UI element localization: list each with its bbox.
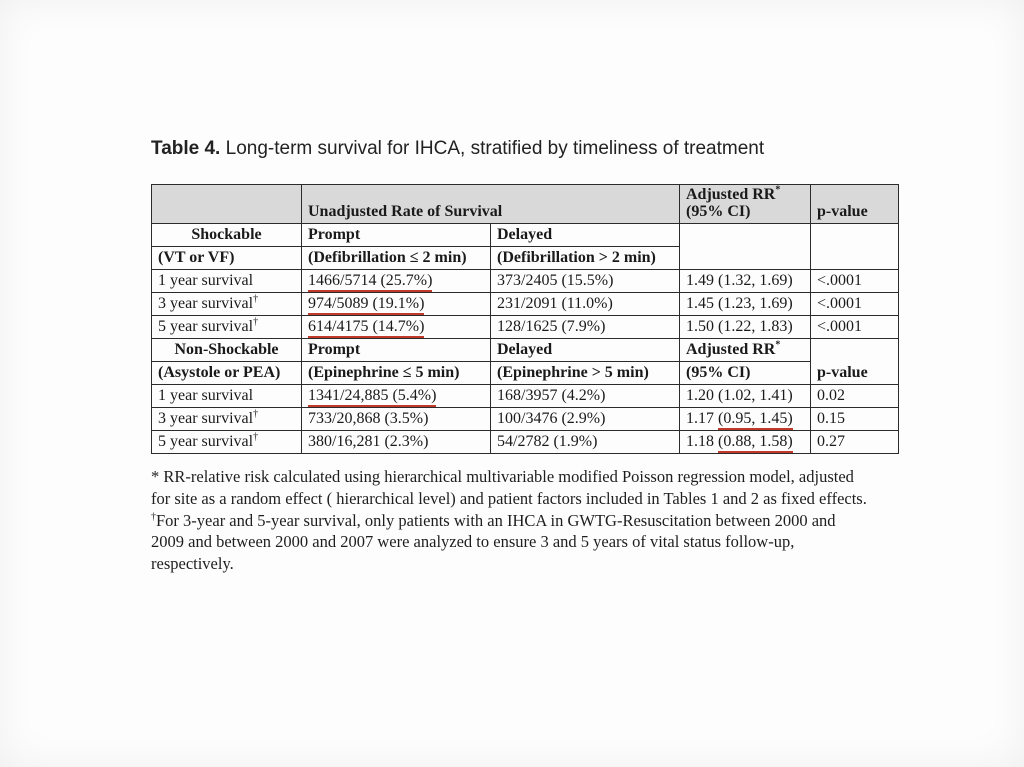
table-row	[152, 384, 899, 407]
table-footnotes	[151, 466, 871, 575]
table-row	[152, 269, 899, 292]
delayed-value: 128/1625 (7.9%)	[491, 315, 680, 338]
nonshockable-header-row-2	[152, 361, 899, 384]
nonshockable-prompt-header: Prompt	[302, 338, 491, 361]
prompt-value	[302, 315, 491, 338]
survival-table	[151, 184, 899, 454]
table-header-row	[152, 185, 899, 224]
rr-value: 1.49 (1.32, 1.69)	[680, 269, 811, 292]
header-pvalue: p-value	[811, 185, 899, 224]
rr-value: 1.20 (1.02, 1.41)	[680, 384, 811, 407]
prompt-value	[302, 384, 491, 407]
caption-text: Long-term survival for IHCA, stratified by timeliness of treatment	[220, 138, 765, 159]
rr-value: 1.18 (0.88, 1.58)	[680, 430, 811, 453]
nonshockable-sublabel: (Asystole or PEA)	[152, 361, 302, 384]
prompt-value: 733/20,868 (3.5%)	[302, 407, 491, 430]
rr-value: 1.17 (0.95, 1.45)	[680, 407, 811, 430]
prompt-value: 380/16,281 (2.3%)	[302, 430, 491, 453]
shockable-label: Shockable	[152, 223, 302, 246]
row-label: 1 year survival	[152, 384, 302, 407]
rr-value: 1.50 (1.22, 1.83)	[680, 315, 811, 338]
prompt-value	[302, 292, 491, 315]
p-value: 0.02	[811, 384, 899, 407]
delayed-value: 231/2091 (11.0%)	[491, 292, 680, 315]
shockable-sublabel: (VT or VF)	[152, 246, 302, 269]
shockable-delayed-header: Delayed	[491, 223, 680, 246]
shockable-rr-empty	[680, 223, 811, 269]
delayed-value: 373/2405 (15.5%)	[491, 269, 680, 292]
row-label: 3 year survival†	[152, 407, 302, 430]
footnote-star: * RR-relative risk calculated using hierarchical multivariable modified Poisson regression model, adjusted for site as a random effect ( hierarchical level) and patient factors included in Tables 1 and 2 as fixed effects.	[151, 467, 867, 508]
shockable-header-row-1	[152, 223, 899, 246]
p-value: 0.27	[811, 430, 899, 453]
nonshockable-adjusted-rr: Adjusted RR*	[680, 338, 811, 361]
row-label: 1 year survival	[152, 269, 302, 292]
header-blank-cell	[152, 185, 302, 224]
highlight-underline: (0.95, 1.45)	[718, 410, 793, 430]
rr-value: 1.45 (1.23, 1.69)	[680, 292, 811, 315]
delayed-value: 168/3957 (4.2%)	[491, 384, 680, 407]
row-label: 5 year survival†	[152, 315, 302, 338]
nonshockable-label: Non-Shockable	[152, 338, 302, 361]
delayed-value: 54/2782 (1.9%)	[491, 430, 680, 453]
table-row	[152, 430, 899, 453]
table-row	[152, 407, 899, 430]
header-adjusted-rr: Adjusted RR* (95% CI)	[680, 185, 811, 224]
shockable-p-empty	[811, 223, 899, 269]
shockable-prompt-header: Prompt	[302, 223, 491, 246]
p-value: <.0001	[811, 292, 899, 315]
nonshockable-prompt-subheader: (Epinephrine ≤ 5 min)	[302, 361, 491, 384]
highlight-underline: 614/4175 (14.7%)	[308, 318, 424, 338]
row-label: 5 year survival†	[152, 430, 302, 453]
table-caption	[151, 138, 764, 160]
nonshockable-delayed-header: Delayed	[491, 338, 680, 361]
highlight-underline: 974/5089 (19.1%)	[308, 295, 424, 315]
nonshockable-delayed-subheader: (Epinephrine > 5 min)	[491, 361, 680, 384]
prompt-value	[302, 269, 491, 292]
highlight-underline: 1341/24,885 (5.4%)	[308, 387, 436, 407]
table-row	[152, 292, 899, 315]
p-value: <.0001	[811, 315, 899, 338]
p-value: 0.15	[811, 407, 899, 430]
nonshockable-ci-header: (95% CI)	[680, 361, 811, 384]
nonshockable-pvalue-header: p-value	[811, 338, 899, 384]
shockable-prompt-subheader: (Defibrillation ≤ 2 min)	[302, 246, 491, 269]
row-label: 3 year survival†	[152, 292, 302, 315]
delayed-value: 100/3476 (2.9%)	[491, 407, 680, 430]
caption-label: Table 4.	[151, 138, 221, 159]
table-row	[152, 315, 899, 338]
nonshockable-header-row-1	[152, 338, 899, 361]
highlight-underline: 1466/5714 (25.7%)	[308, 272, 432, 292]
header-unadjusted: Unadjusted Rate of Survival	[302, 185, 680, 224]
highlight-underline: (0.88, 1.58)	[718, 433, 793, 453]
p-value: <.0001	[811, 269, 899, 292]
footnote-dagger: †For 3-year and 5-year survival, only patients with an IHCA in GWTG-Resuscitation between 2000 and 2009 and between 2000 and 2007 were analyzed to ensure 3 and 5 years of vital status follow-up, respectively.	[151, 510, 836, 574]
shockable-delayed-subheader: (Defibrillation > 2 min)	[491, 246, 680, 269]
